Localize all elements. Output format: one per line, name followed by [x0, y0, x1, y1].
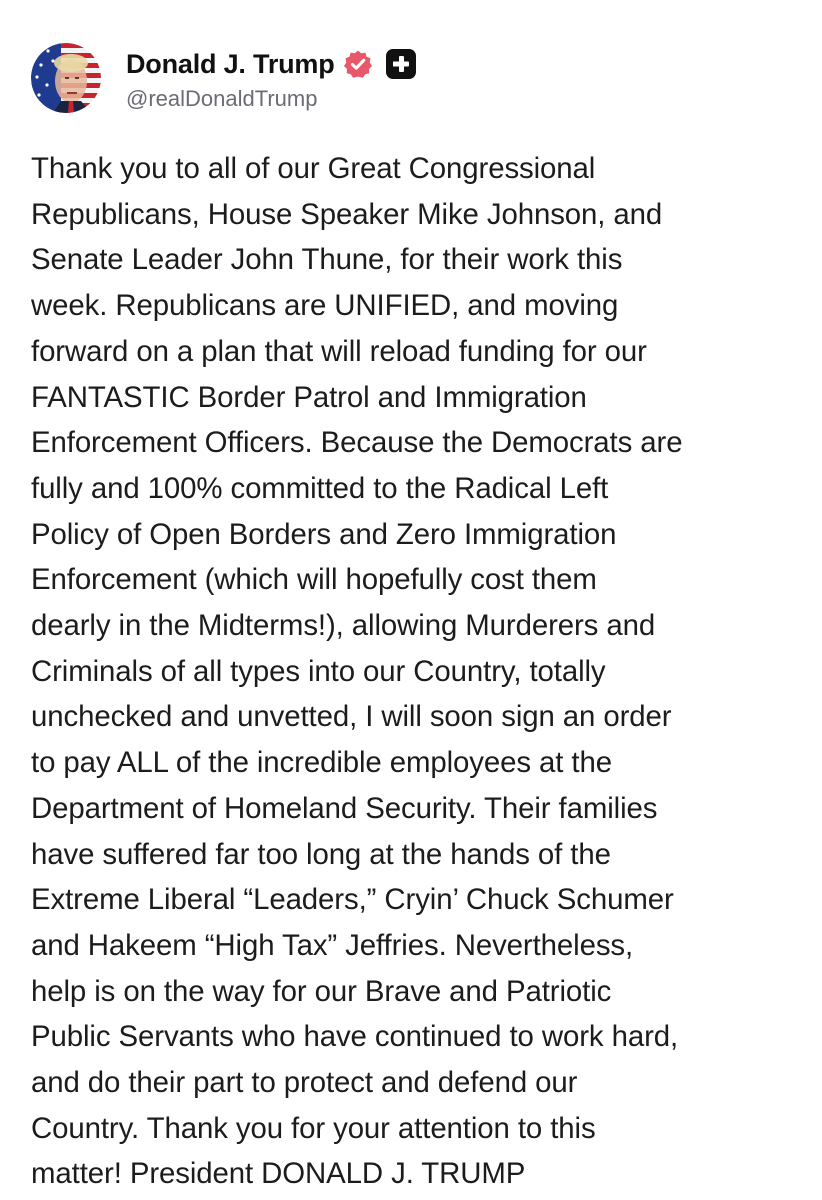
author-identity — [126, 44, 417, 112]
author-handle[interactable]: @realDonaldTrump — [126, 86, 318, 111]
post-body-text: Thank you to all of our Great Congressional Republicans, House Speaker Mike Johnson, and Senate Leader John Thune, for their work this week. Republicans are UNIFIED, and moving forward on a plan that will reload funding for our FANTASTIC Border Patrol and Immigration Enforcement Officers. Because the Democrats are fully and 100% committed to the Radical Left Policy of Open Borders and Zero Immigration Enforcement (which will hopefully cost them dearly in the Midterms!), allowing Murderers and Criminals of all types into our Country, totally unchecked and unvetted, I will soon sign an order to pay ALL of the incredible employees at the Department of Homeland Security. Their families have suffered far too long at the hands of the Extreme Liberal “Leaders,” Cryin’ Chuck Schumer and Hakeem “High Tax” Jeffries. Nevertheless, help is on the way for our Brave and Patriotic Public Servants who have continued to work hard, and do their part to protect and defend our Country. Thank you for your attention to this matter! President DONALD J. TRUMP — [31, 152, 683, 1191]
avatar[interactable] — [31, 43, 101, 113]
display-name[interactable]: Donald J. Trump — [126, 48, 335, 79]
post-header — [31, 40, 417, 116]
name-row — [126, 44, 417, 84]
avatar-portrait-flag-icon — [31, 43, 101, 113]
verified-badge-icon — [343, 49, 373, 79]
truth-social-plus-icon[interactable] — [385, 48, 417, 80]
